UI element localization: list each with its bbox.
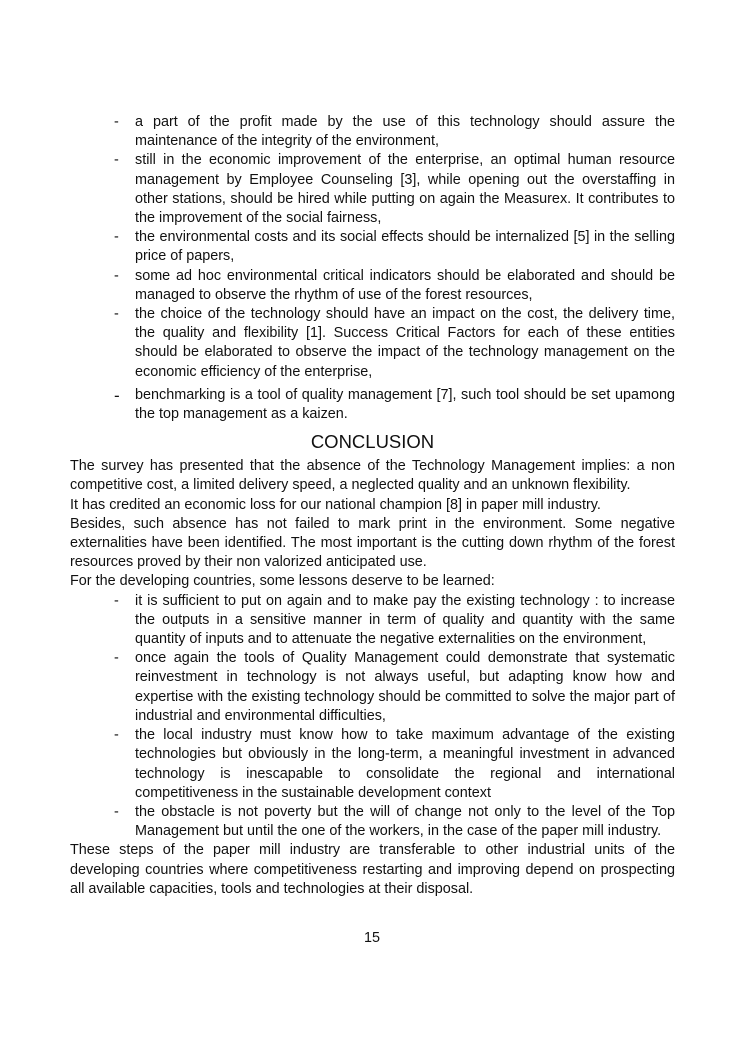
list-item <box>70 228 675 266</box>
conclusion-paragraph: The survey has presented that the absence of the Technology Management implies: a non competitive cost, a limited delivery speed, a neglected quality and an unknown flexibility. <box>70 458 675 494</box>
dash-bullet: - <box>114 727 119 744</box>
page-number: 15 <box>363 930 380 946</box>
dash-bullet: - <box>114 385 120 405</box>
list-item-text: still in the economic improvement of the enterprise, an optimal human resource management by Employee Counseling [3], while opening out the overstaffing in other stations, should be hired while putting on again the Measurex. It contributes to the improvement of the social fairness, <box>135 152 675 227</box>
list-item <box>70 592 675 650</box>
list-item-text: some ad hoc environmental critical indicators should be elaborated and should be managed to observe the rhythm of use of the forest resources, <box>135 267 675 303</box>
list-item <box>70 113 675 151</box>
dash-bullet: - <box>114 114 119 130</box>
list-item <box>70 726 675 803</box>
dash-bullet: - <box>114 267 119 284</box>
list-item <box>70 649 675 726</box>
list-item-text: once again the tools of Quality Management could demonstrate that systematic reinvestment in technology is not always useful, but adapting know how and expertise with the existing technology should be committed to solve the major part of industrial and environmental difficulties, <box>135 650 675 724</box>
list-item-text: benchmarking is a tool of quality management [7], such tool should be set upamong the top management as a kaizen. <box>135 386 675 423</box>
lessons-list <box>70 592 675 842</box>
dash-bullet: - <box>114 650 119 667</box>
list-item-text: the obstacle is not poverty but the will of change not only to the level of the Top Management but until the one of the workers, in the case of the paper mill industry. <box>135 803 675 840</box>
page-body <box>70 113 675 899</box>
list-item <box>70 267 675 305</box>
list-item-text: a part of the profit made by the use of this technology should assure the maintenance of the integrity of the environment, <box>135 114 675 150</box>
conclusion-paragraph: It has credited an economic loss for our national champion [8] in paper mill industry. <box>70 496 601 513</box>
list-item <box>70 386 675 424</box>
conclusion-paragraph: Besides, such absence has not failed to mark print in the environment. Some negative externalities have been identified. The most important is the cutting down rhythm of the forest resources proved by their non valorized anticipated use. <box>70 515 675 571</box>
list-item <box>70 305 675 382</box>
recommendations-list <box>70 113 675 424</box>
dash-bullet: - <box>114 306 119 323</box>
dash-bullet: - <box>114 229 119 246</box>
dash-bullet: - <box>114 803 119 820</box>
list-item <box>70 803 675 841</box>
list-item <box>70 151 675 228</box>
dash-bullet: - <box>114 592 119 609</box>
conclusion-heading: CONCLUSION <box>310 431 435 453</box>
closing-paragraph: These steps of the paper mill industry are transferable to other industrial units of the developing countries where competitiveness restarting and improving depend on prospecting all available capacities, tools and technologies at their disposal. <box>70 842 675 897</box>
list-item-text: it is sufficient to put on again and to make pay the existing technology : to increase the outputs in a sensitive manner in term of quality and quantity with the same quantity of inputs and to attenuate the negative externalities on the environment, <box>135 592 675 648</box>
list-item-text: the local industry must know how to take maximum advantage of the existing technologies but obviously in the long-term, a meaningful investment in advanced technology is inescapable to consolidate the regional and international competitiveness in the sustainable development context <box>135 727 675 801</box>
list-item-text: the environmental costs and its social effects should be internalized [5] in the selling price of papers, <box>135 229 675 265</box>
list-item-text: the choice of the technology should have an impact on the cost, the delivery time, the quality and flexibility [1]. Success Critical Factors for each of these entities should be elaborated to observe the impact of the technology management on the economic efficiency of the enterprise, <box>135 306 675 380</box>
conclusion-paragraph: For the developing countries, some lessons deserve to be learned: <box>70 573 495 590</box>
dash-bullet: - <box>114 152 119 169</box>
